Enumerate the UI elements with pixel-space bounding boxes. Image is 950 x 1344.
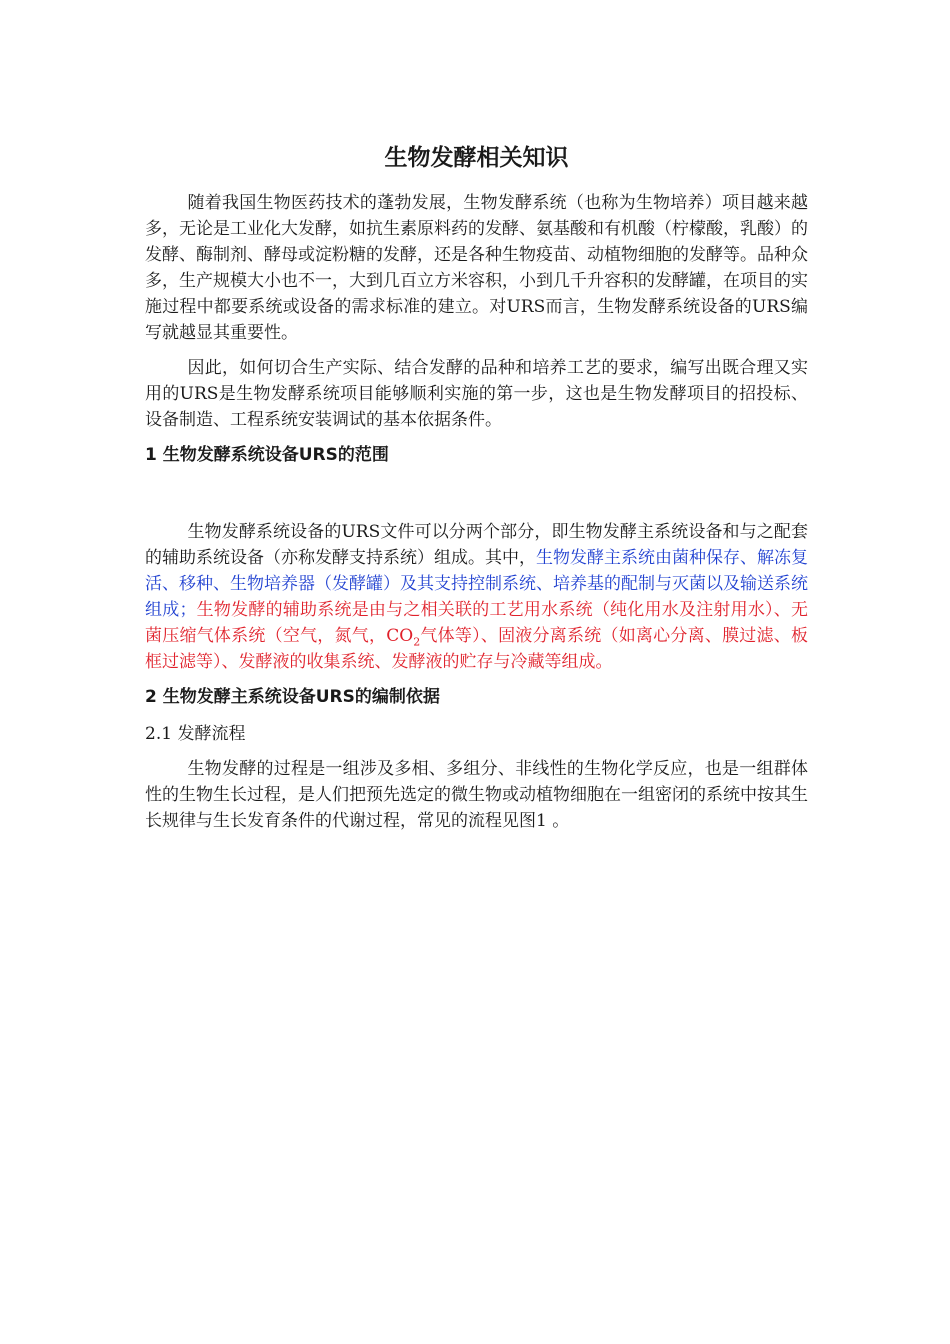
auxiliary-system-text-a: 生物发酵的辅助系统是由与之相关联的工艺用水系统（纯化用水及注射用水）、无菌压缩气体系统（空气，氮气，CO [145, 600, 809, 646]
document-title: 生物发酵相关知识 [384, 145, 569, 171]
section-1-text: 生物发酵系统设备的URS文件可以分两个部分，即生物发酵主系统设备和与之配套的辅助系统设备（亦称发酵支持系统）组成。其中， [145, 522, 808, 568]
section-2-heading: 2 生物发酵主系统设备URS的编制依据 [145, 687, 440, 707]
section-1-paragraph [145, 519, 808, 675]
auxiliary-system-text-b: 气体等）、固液分离系统（如离心分离、膜过滤、板框过滤等）、发酵液的收集系统、发酵液的贮存与冷藏等组成。 [145, 626, 808, 672]
intro-paragraph-2: 因此，如何切合生产实际、结合发酵的品种和培养工艺的要求，编写出既合理又实用的URS是生物发酵系统项目能够顺利实施的第一步，这也是生物发酵项目的招投标、设备制造、工程系统安装调试的基本依据条件。 [145, 358, 808, 430]
main-system-text: 生物发酵主系统由菌种保存、解冻复活、移种、生物培养器（发酵罐）及其支持控制系统、培养基的配制与灭菌以及输送系统组成； [145, 548, 808, 620]
section-spacer [145, 479, 808, 519]
section-2-1-paragraph: 生物发酵的过程是一组涉及多相、多组分、非线性的生物化学反应，也是一组群体性的生物生长过程，是人们把预先选定的微生物或动植物细胞在一组密闭的系统中按其生长规律与生长发育条件的代谢过程，常见的流程见图1 。 [145, 759, 808, 831]
co2-subscript: 2 [413, 635, 421, 649]
document-page [145, 140, 808, 843]
section-2-1-heading: 2.1 发酵流程 [145, 724, 246, 744]
section-1-heading: 1 生物发酵系统设备URS的范围 [145, 445, 389, 465]
intro-paragraph-1: 随着我国生物医药技术的蓬勃发展，生物发酵系统（也称为生物培养）项目越来越多，无论是工业化大发酵，如抗生素原料药的发酵、氨基酸和有机酸（柠檬酸，乳酸）的发酵、酶制剂、酵母或淀粉糖的发酵，还是各种生物疫苗、动植物细胞的发酵等。品种众多，生产规模大小也不一，大到几百立方米容积，小到几千升容积的发酵罐，在项目的实施过程中都要系统或设备的需求标准的建立。对URS而言，生物发酵系统设备的URS编写就越显其重要性。 [145, 193, 808, 343]
